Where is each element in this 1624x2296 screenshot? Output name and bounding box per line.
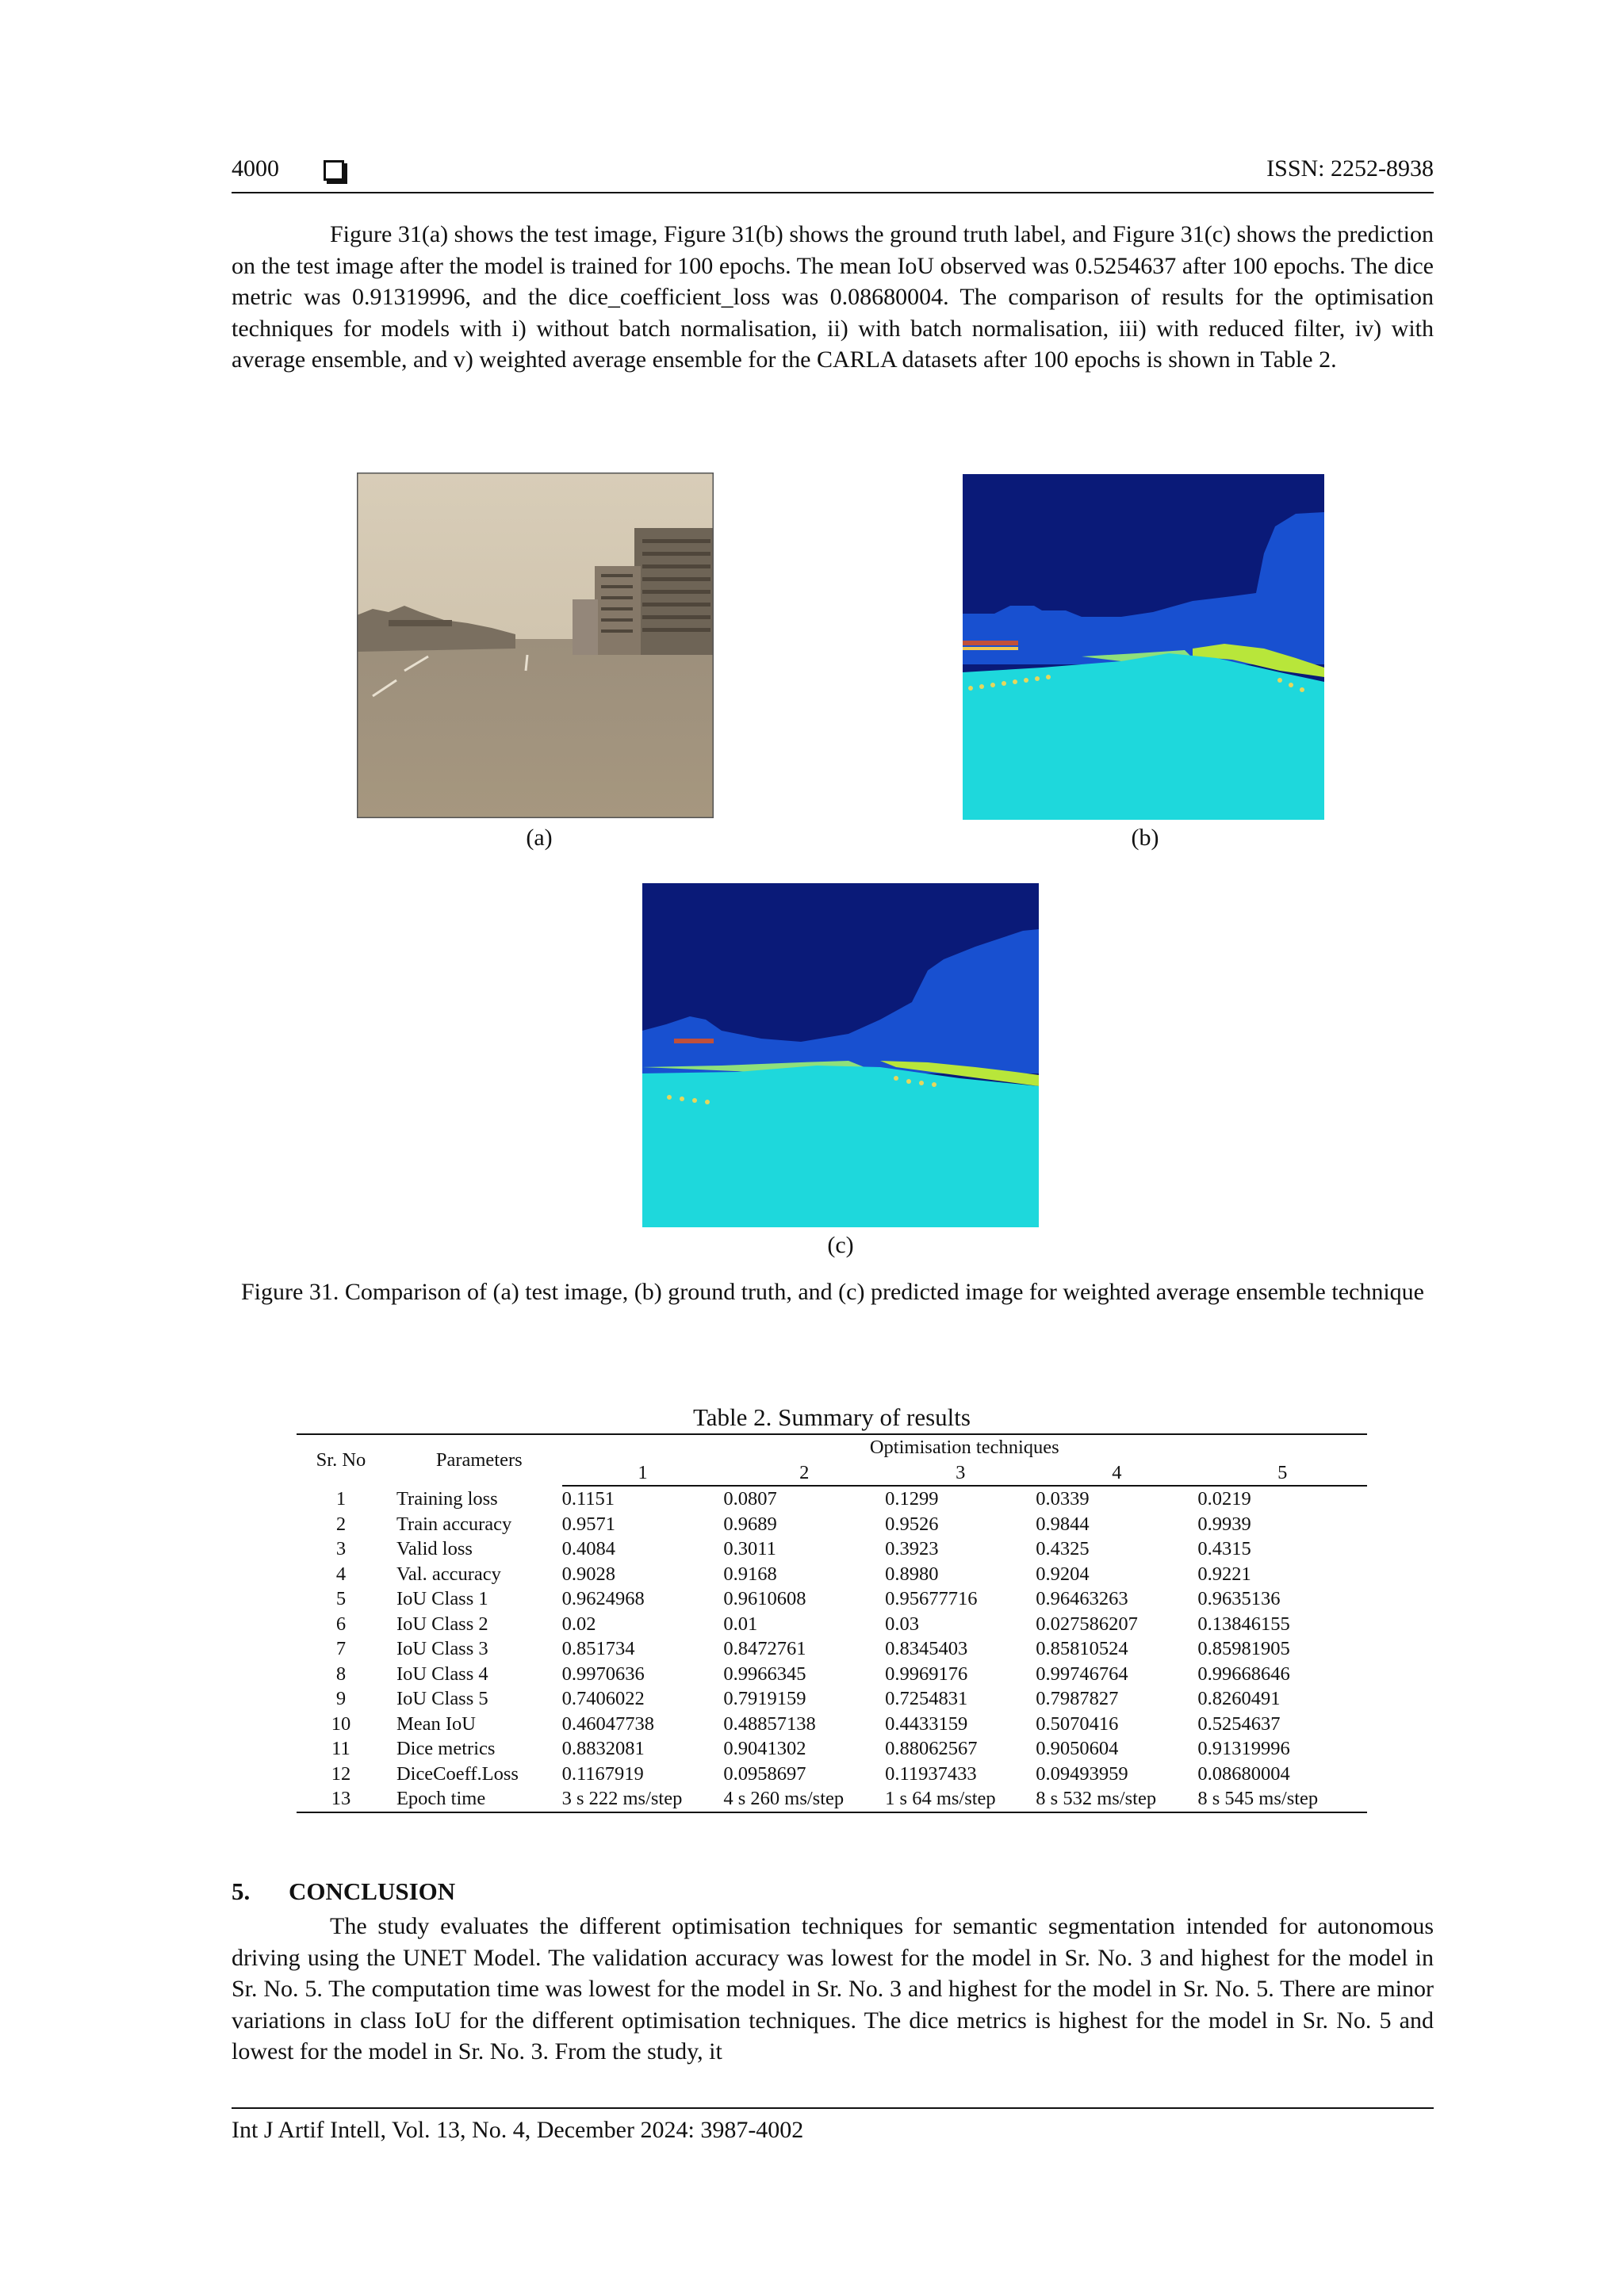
cell-value: 0.85810524: [1036, 1638, 1128, 1659]
table-row: [297, 1686, 1367, 1712]
col-technique-2: 2: [723, 1460, 885, 1487]
cell-value: 0.1299: [885, 1488, 939, 1510]
cell-value: 0.9969176: [885, 1663, 968, 1685]
section-number: 5.: [232, 1877, 251, 1905]
cell-value: 0.13846155: [1197, 1613, 1290, 1635]
cell-value: 0.9028: [561, 1563, 615, 1585]
col-technique-1: 1: [562, 1460, 724, 1487]
table-row: [297, 1586, 1367, 1612]
cell-value: 0.9571: [561, 1513, 615, 1535]
table-row: [297, 1562, 1367, 1587]
cell-value: 0.1167919: [561, 1762, 644, 1785]
cell-value: 0.8345403: [885, 1638, 968, 1659]
cell-value: 0.46047738: [561, 1712, 654, 1735]
cell-sr-no: 13: [297, 1786, 385, 1812]
cell-parameter: IoU Class 1: [396, 1588, 488, 1609]
cell-value: 0.11937433: [885, 1762, 977, 1785]
section-heading: [232, 1877, 455, 1906]
cell-value: 0.9050604: [1036, 1738, 1119, 1759]
figure-31a-test-image: [357, 473, 714, 818]
cell-sr-no: 4: [335, 1563, 347, 1585]
cell-value: 0.85981905: [1197, 1638, 1290, 1659]
cell-value: 0.48857138: [723, 1712, 816, 1735]
table-row: [297, 1786, 1367, 1812]
cell-value: 0.9966345: [723, 1663, 806, 1685]
cell-value: 1 s 64 ms/step: [885, 1786, 1036, 1812]
table-row: [297, 1736, 1367, 1762]
square-bullet-icon: [324, 160, 344, 181]
cell-value: 0.99668646: [1197, 1663, 1290, 1685]
cell-value: 0.01: [723, 1613, 758, 1635]
cell-sr-no: 5: [335, 1588, 347, 1609]
figure-31b-ground-truth: [963, 474, 1324, 820]
cell-value: 0.4084: [561, 1538, 615, 1559]
cell-value: 0.5254637: [1197, 1712, 1281, 1735]
cell-value: 0.88062567: [885, 1738, 978, 1759]
cell-value: 0.99746764: [1036, 1663, 1128, 1685]
cell-sr-no: 6: [335, 1613, 347, 1635]
page-header: [232, 152, 1434, 193]
cell-value: 0.02: [561, 1613, 596, 1635]
table-row: [297, 1612, 1367, 1637]
cell-parameter: Dice metrics: [396, 1738, 496, 1759]
cell-sr-no: 8: [335, 1663, 347, 1685]
cell-value: 0.9635136: [1197, 1588, 1281, 1609]
cell-value: 0.9844: [1036, 1513, 1090, 1535]
page-number: 4000: [232, 155, 279, 182]
cell-value: 0.4433159: [885, 1712, 968, 1735]
cell-value: 0.09493959: [1036, 1762, 1128, 1785]
cell-sr-no: 3: [335, 1538, 347, 1559]
figure-31c-predicted: [642, 883, 1039, 1227]
cell-value: 0.9168: [723, 1563, 777, 1585]
intro-paragraph: Figure 31(a) shows the test image, Figure 31(b) shows the ground truth label, and Figure 31(c) shows the prediction on the test image after the model is trained for 100 epochs. The mean IoU observed was 0.5254637 after 100 epochs. The dice metric was 0.91319996, and the dice_coefficient_loss was 0.08680004. The comparison of results for the optimisation techniques for models with i) without batch normalisation, ii) with batch normalisation, iii) with reduced filter, iv) with average ensemble, and v) weighted average ensemble for the CARLA datasets after 100 epochs is shown in Table 2.: [232, 221, 1434, 373]
cell-value: 0.7919159: [723, 1688, 806, 1709]
issn-label: ISSN: 2252-8938: [1266, 155, 1434, 182]
cell-value: 3 s 222 ms/step: [562, 1786, 724, 1812]
cell-value: 0.0807: [723, 1488, 777, 1510]
cell-value: 0.851734: [561, 1638, 635, 1659]
cell-sr-no: 10: [331, 1712, 351, 1735]
table-row: [297, 1662, 1367, 1687]
conclusion-paragraph: The study evaluates the different optimisation techniques for semantic segmentation intended for autonomous driving using the UNET Model. The validation accuracy was lowest for the model in Sr. No. 3 and highest for the model in Sr. No. 5. The computation time was lowest for the model in Sr. No. 3 and highest for the model in Sr. No. 5. There are minor variations in class IoU for the different optimisation techniques. The dice metrics is highest for the model in Sr. No. 5 and lowest for the model in Sr. No. 3. From the study, it: [232, 1913, 1434, 2065]
col-sr-no: Sr. No: [297, 1434, 385, 1486]
cell-sr-no: 7: [335, 1638, 347, 1659]
cell-parameter: DiceCoeff.Loss: [396, 1762, 519, 1785]
cell-parameter: Training loss: [396, 1487, 498, 1510]
col-technique-3: 3: [885, 1460, 1036, 1487]
results-table: [297, 1433, 1367, 1813]
cell-value: 0.91319996: [1197, 1738, 1290, 1759]
col-technique-5: 5: [1197, 1460, 1367, 1487]
table-row: [297, 1512, 1367, 1537]
cell-value: 0.4325: [1036, 1538, 1090, 1559]
cell-value: 0.3011: [723, 1538, 776, 1559]
cell-value: 0.8472761: [723, 1638, 806, 1659]
cell-sr-no: 1: [335, 1487, 347, 1510]
cell-parameter: Epoch time: [385, 1786, 562, 1812]
cell-parameter: IoU Class 3: [396, 1638, 488, 1659]
col-technique-4: 4: [1036, 1460, 1197, 1487]
cell-value: 0.0958697: [723, 1762, 806, 1785]
cell-value: 0.7254831: [885, 1688, 968, 1709]
page-footer: Int J Artif Intell, Vol. 13, No. 4, December 2024: 3987-4002: [232, 2107, 1434, 2144]
cell-value: 0.9221: [1197, 1563, 1251, 1585]
cell-parameter: IoU Class 2: [396, 1613, 488, 1635]
table-row: [297, 1536, 1367, 1562]
cell-value: 0.027586207: [1036, 1613, 1138, 1635]
cell-value: 0.9204: [1036, 1563, 1090, 1585]
figure-caption: Figure 31. Comparison of (a) test image, (b) ground truth, and (c) predicted image for weighted average ensemble technique: [241, 1279, 1424, 1305]
cell-sr-no: 12: [331, 1762, 351, 1785]
cell-parameter: Mean IoU: [396, 1712, 476, 1735]
cell-value: 0.8832081: [561, 1738, 645, 1759]
col-group-optimisation: Optimisation techniques: [562, 1434, 1367, 1460]
cell-sr-no: 11: [331, 1738, 350, 1759]
cell-parameter: Train accuracy: [396, 1513, 512, 1535]
cell-value: 0.96463263: [1036, 1588, 1128, 1609]
cell-value: 0.7987827: [1036, 1688, 1119, 1709]
figure-label-c: (c): [827, 1232, 854, 1258]
cell-value: 0.9689: [723, 1513, 777, 1535]
cell-value: 0.95677716: [885, 1588, 978, 1609]
cell-sr-no: 2: [335, 1513, 347, 1535]
cell-value: 8 s 545 ms/step: [1197, 1786, 1367, 1812]
cell-value: 0.9970636: [561, 1663, 645, 1685]
figure-label-a: (a): [526, 825, 553, 851]
table-header-row: [297, 1434, 1367, 1460]
cell-value: 0.0339: [1036, 1488, 1090, 1510]
cell-value: 4 s 260 ms/step: [723, 1786, 885, 1812]
cell-value: 0.0219: [1197, 1488, 1251, 1510]
cell-parameter: Val. accuracy: [396, 1563, 501, 1585]
cell-value: 0.9939: [1197, 1513, 1251, 1535]
cell-value: 0.9610608: [723, 1588, 806, 1609]
cell-value: 0.9526: [885, 1513, 939, 1535]
cell-value: 0.7406022: [561, 1688, 645, 1709]
section-title: CONCLUSION: [289, 1877, 456, 1905]
col-parameters: Parameters: [385, 1434, 562, 1486]
cell-value: 0.1151: [561, 1488, 615, 1510]
cell-value: 0.3923: [885, 1538, 939, 1559]
cell-value: 8 s 532 ms/step: [1036, 1786, 1197, 1812]
cell-value: 0.8260491: [1197, 1688, 1281, 1709]
table-row: [297, 1712, 1367, 1737]
cell-value: 0.4315: [1197, 1538, 1251, 1559]
cell-value: 0.9624968: [561, 1588, 645, 1609]
cell-parameter: Valid loss: [396, 1538, 473, 1559]
table-caption: Table 2. Summary of results: [693, 1403, 971, 1431]
cell-parameter: IoU Class 4: [396, 1663, 488, 1685]
cell-parameter: IoU Class 5: [396, 1688, 488, 1709]
cell-value: 0.8980: [885, 1563, 939, 1585]
table-row: [297, 1486, 1367, 1512]
figure-label-b: (b): [1131, 825, 1159, 851]
cell-value: 0.03: [885, 1613, 920, 1635]
cell-value: 0.9041302: [723, 1738, 806, 1759]
cell-value: 0.08680004: [1197, 1762, 1290, 1785]
cell-sr-no: 9: [335, 1688, 347, 1709]
cell-value: 0.5070416: [1036, 1712, 1119, 1735]
table-row: [297, 1762, 1367, 1787]
table-row: [297, 1636, 1367, 1662]
